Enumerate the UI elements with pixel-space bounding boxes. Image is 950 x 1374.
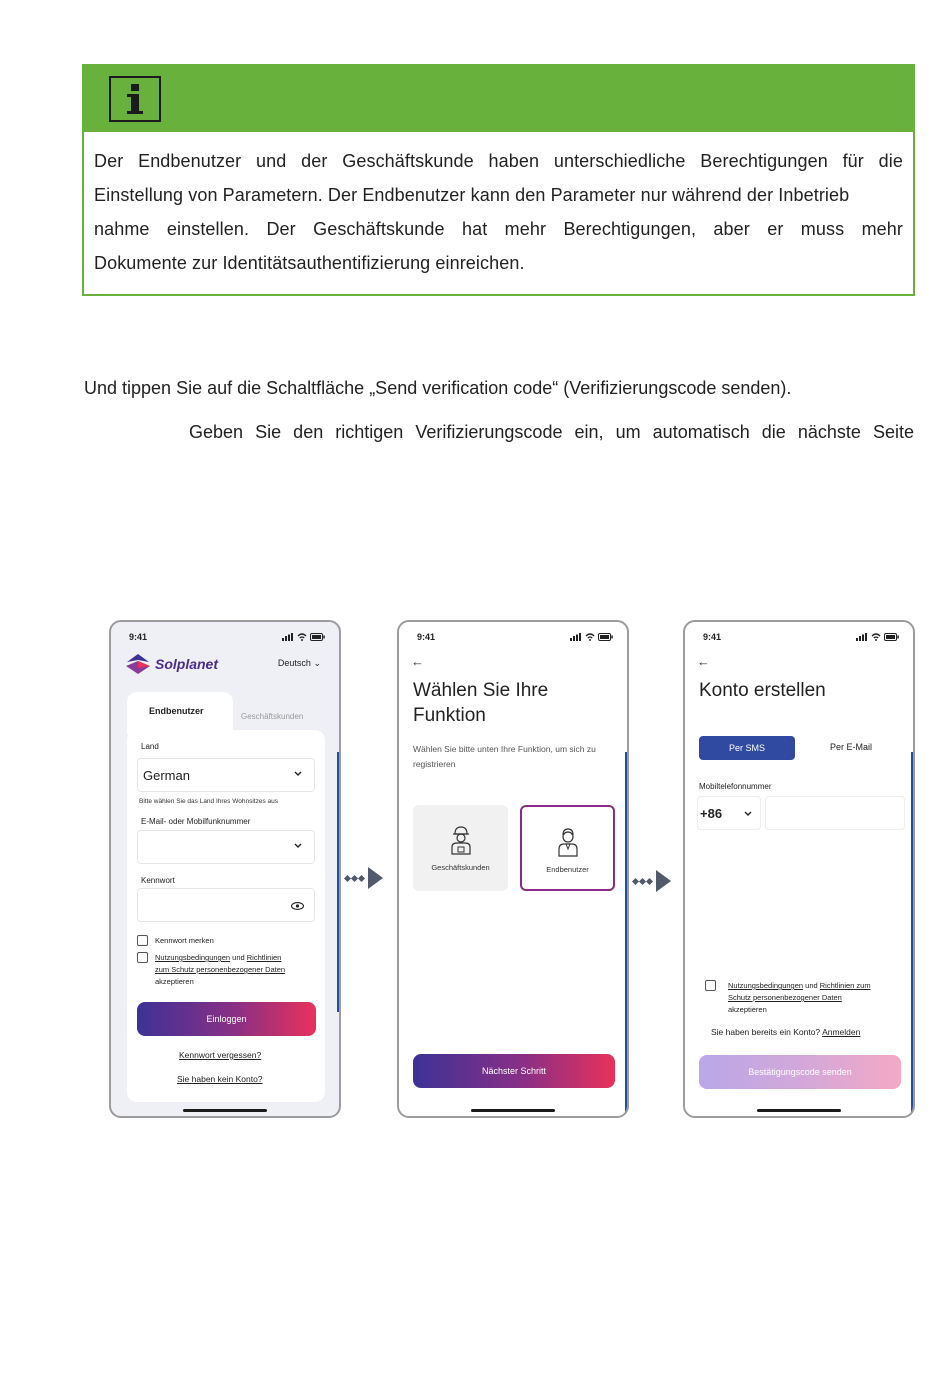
terms-link[interactable]: Nutzungsbedingungen <box>155 953 231 962</box>
mobile-label: Mobiltelefonnummer <box>699 782 772 791</box>
chevron-down-icon <box>294 843 302 849</box>
role-enduser-label: Endbenutzer <box>546 865 589 874</box>
signal-icon <box>570 633 582 641</box>
phone-create-account-screen <box>683 620 915 1118</box>
have-account-label: Sie haben bereits ein Konto? <box>711 1027 821 1037</box>
login-link[interactable]: Anmelden <box>822 1027 861 1037</box>
terms-and: und <box>230 953 247 962</box>
title-line: Wählen Sie Ihre <box>413 680 549 701</box>
phone-login-screen <box>109 620 341 1118</box>
battery-icon <box>884 633 899 641</box>
status-icons <box>856 633 899 641</box>
info-line: Einstellung von Parametern. Der Endbenutzer kann den Parameter nur während der Inbetrieb <box>94 185 850 205</box>
eye-icon[interactable] <box>291 902 304 910</box>
status-icons <box>570 633 613 641</box>
country-label: Land <box>141 742 159 751</box>
privacy-link[interactable]: Richtlinien <box>246 953 282 962</box>
password-label: Kennwort <box>141 876 175 885</box>
instruction-text-send-code: Und tippen Sie auf die Schaltfläche „Send verification code“ (Verifizierungscode senden). <box>84 378 792 398</box>
info-line: Der Endbenutzer und der Geschäftskunde haben unterschiedliche Berechtigungen für die <box>94 151 903 171</box>
phone-edge-accent <box>625 752 628 1112</box>
page-title <box>413 678 548 728</box>
next-step-button[interactable]: Nächster Schritt <box>413 1054 615 1088</box>
terms-and: und <box>803 981 820 990</box>
home-indicator <box>183 1109 267 1112</box>
terms-text <box>155 952 315 988</box>
phone-edge-accent <box>337 752 340 1012</box>
status-bar <box>417 630 613 644</box>
phone-edge-accent <box>911 752 914 1112</box>
solplanet-logo <box>125 652 218 676</box>
no-account-link[interactable]: Sie haben kein Konto? <box>177 1074 263 1084</box>
privacy-link-cont[interactable]: zum Schutz personenbezogener Daten <box>155 965 286 974</box>
wifi-icon <box>871 633 881 641</box>
status-bar <box>129 630 325 644</box>
terms-accept: akzeptieren <box>155 977 194 986</box>
terms-accept: akzeptieren <box>728 1005 767 1014</box>
account-label: E-Mail- oder Mobilfunknummer <box>141 817 251 826</box>
language-label: Deutsch <box>277 658 311 668</box>
back-arrow-icon[interactable]: ← <box>411 654 424 669</box>
country-hint: Bitte wählen Sie das Land Ihres Wohnsitzes aus <box>139 798 278 805</box>
worker-icon <box>450 825 472 855</box>
tab-per-sms[interactable]: Per SMS <box>699 736 795 760</box>
role-card-business[interactable] <box>413 805 508 891</box>
remember-label: Kennwort merken <box>155 936 214 945</box>
solplanet-logo-icon <box>125 652 151 676</box>
have-account-text <box>711 1026 860 1038</box>
password-input[interactable] <box>137 888 315 922</box>
home-indicator <box>757 1109 841 1112</box>
flow-arrow-icon <box>345 867 383 889</box>
account-input[interactable] <box>137 830 315 864</box>
wifi-icon <box>585 633 595 641</box>
logo-text: Solplanet <box>155 656 219 672</box>
remember-checkbox[interactable] <box>137 935 148 946</box>
role-card-enduser[interactable] <box>520 805 615 891</box>
tab-endbenutzer[interactable]: Endbenutzer <box>127 692 233 734</box>
send-code-button[interactable]: Bestätigungscode senden <box>699 1055 901 1089</box>
title-line: Funktion <box>413 705 486 726</box>
phone-number-input[interactable] <box>765 796 905 830</box>
tab-per-email[interactable]: Per E-Mail <box>830 742 873 752</box>
info-box-header <box>84 66 913 132</box>
role-business-label: Geschäftskunden <box>431 863 490 872</box>
terms-text <box>728 980 906 1016</box>
page-subtitle: Wählen Sie bitte unten Ihre Funktion, um sich zu registrieren <box>413 744 596 769</box>
battery-icon <box>598 633 613 641</box>
country-code-value: +86 <box>700 806 723 821</box>
country-code-select[interactable] <box>697 796 761 830</box>
forgot-password-link[interactable]: Kennwort vergessen? <box>179 1050 262 1060</box>
signal-icon <box>856 633 868 641</box>
country-select[interactable] <box>137 758 315 792</box>
info-line: Dokumente zur Identitätsauthentifizierung einreichen. <box>94 253 525 273</box>
status-time: 9:41 <box>703 632 722 642</box>
info-box-text <box>84 132 913 280</box>
back-arrow-icon[interactable]: ← <box>697 654 710 669</box>
chevron-down-icon <box>294 771 302 777</box>
login-button[interactable]: Einloggen <box>137 1002 316 1036</box>
chevron-down-icon <box>744 811 752 817</box>
terms-checkbox[interactable] <box>705 980 716 991</box>
instruction-text-verification: Geben Sie den richtigen Verifizierungscode ein, um automatisch die nächste Seite <box>189 422 914 442</box>
country-value: German <box>143 768 190 783</box>
battery-icon <box>310 633 325 641</box>
tab-geschaeftskunden[interactable]: Geschäftskunden <box>241 712 304 721</box>
info-box <box>82 64 915 296</box>
wifi-icon <box>297 633 307 641</box>
phone-role-screen <box>397 620 629 1118</box>
status-bar <box>703 630 899 644</box>
user-icon <box>557 827 579 857</box>
info-icon <box>109 76 161 122</box>
privacy-link[interactable]: Richtlinien zum <box>819 981 871 990</box>
page-title: Konto erstellen <box>699 680 826 701</box>
home-indicator <box>471 1109 555 1112</box>
chevron-down-icon: ⌄ <box>313 658 321 668</box>
status-time: 9:41 <box>129 632 148 642</box>
flow-arrow-icon <box>633 870 671 892</box>
terms-link[interactable]: Nutzungsbedingungen <box>728 981 804 990</box>
status-icons <box>282 633 325 641</box>
status-time: 9:41 <box>417 632 436 642</box>
privacy-link-cont[interactable]: Schutz personenbezogener Daten <box>728 993 842 1002</box>
terms-checkbox[interactable] <box>137 952 148 963</box>
language-selector[interactable] <box>278 658 321 669</box>
signal-icon <box>282 633 294 641</box>
info-line: nahme einstellen. Der Geschäftskunde hat mehr Berechtigungen, aber er muss mehr <box>94 219 903 239</box>
